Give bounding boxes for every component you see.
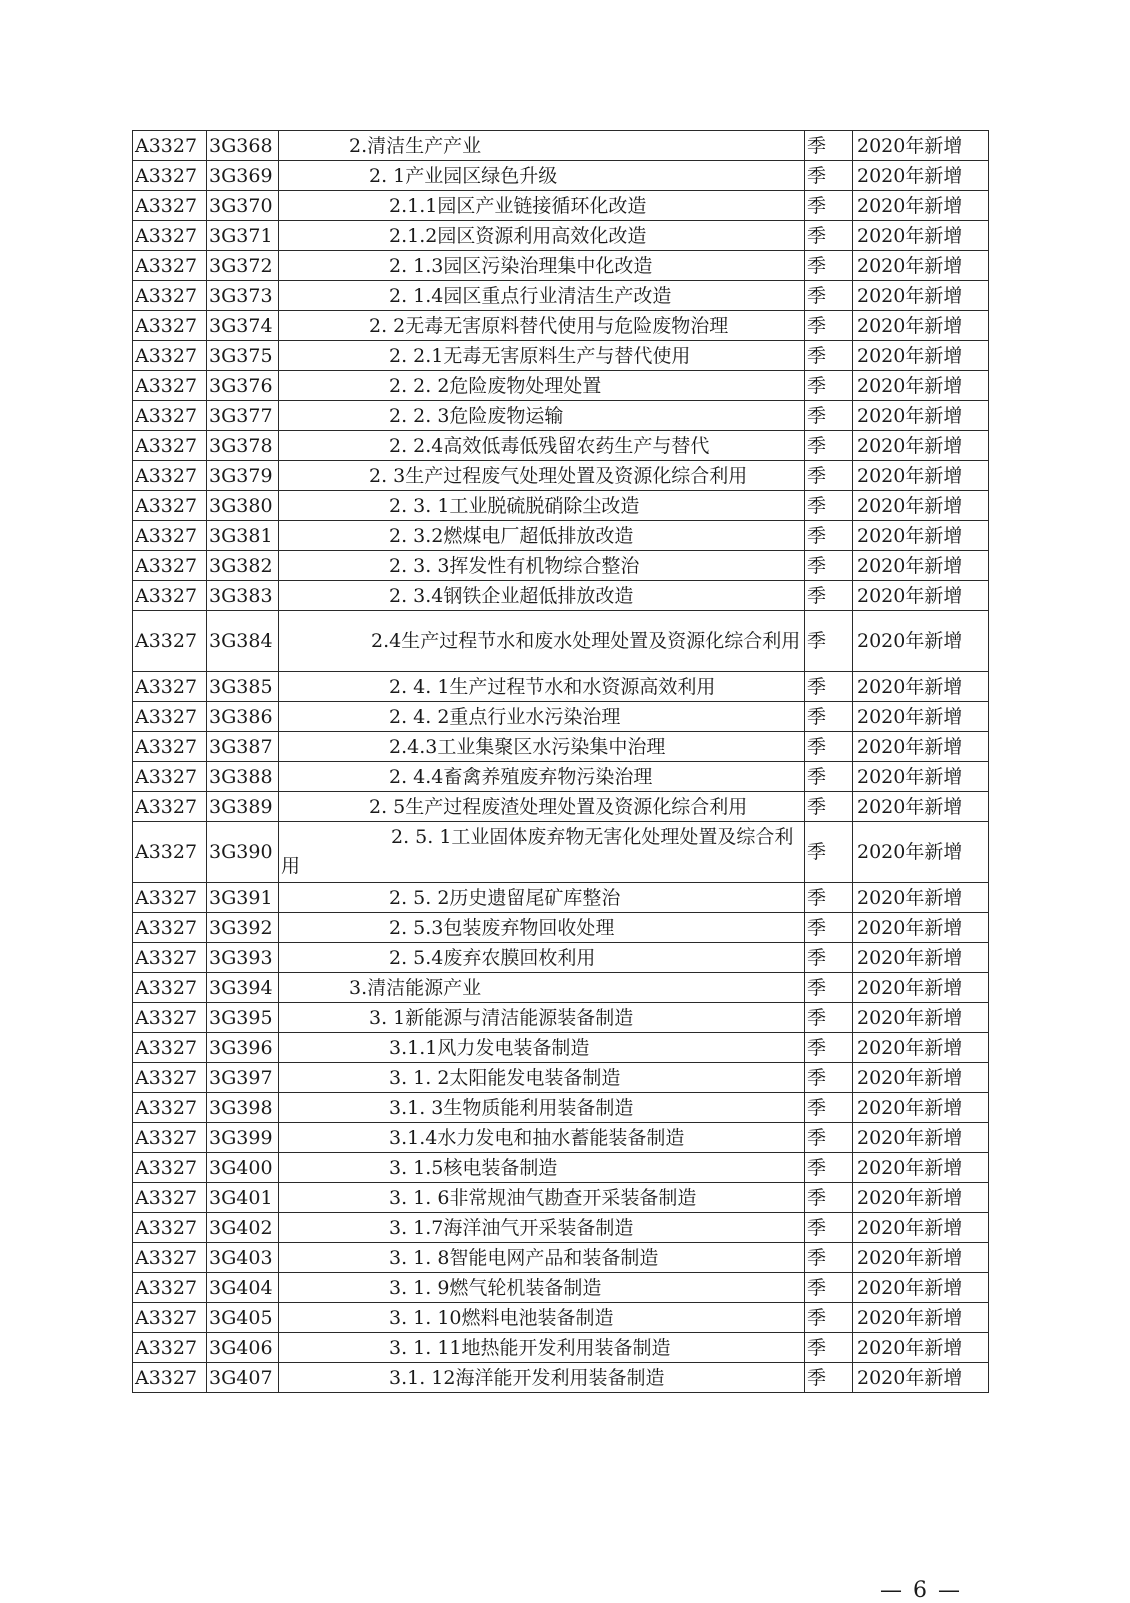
- table-frequency-cell: 季: [805, 822, 853, 883]
- table-code-cell: A3327: [133, 1093, 207, 1123]
- table-code-cell: A3327: [133, 1273, 207, 1303]
- table-frequency-cell: 季: [805, 221, 853, 251]
- table-note-cell: 2020年新增: [853, 551, 989, 581]
- table-code-cell: A3327: [133, 581, 207, 611]
- table-name-cell: 2. 1.4园区重点行业清洁生产改造: [279, 281, 805, 311]
- table-row: [133, 913, 989, 943]
- table-id-cell: 3G395: [207, 1003, 279, 1033]
- table-note-cell: 2020年新增: [853, 311, 989, 341]
- table-note-cell: 2020年新增: [853, 1213, 989, 1243]
- table-code-cell: A3327: [133, 883, 207, 913]
- table-row: [133, 401, 989, 431]
- table-name-text: 2. 5. 1工业固体废弃物无害化处理处置及综合利用: [281, 826, 794, 877]
- table-row: [133, 1183, 989, 1213]
- table-code-cell: A3327: [133, 732, 207, 762]
- table-name-cell: 3. 1.5核电装备制造: [279, 1153, 805, 1183]
- table-frequency-cell: 季: [805, 973, 853, 1003]
- table-row: [133, 822, 989, 883]
- table-code-cell: A3327: [133, 1243, 207, 1273]
- table-name-cell: 2. 5.4废弃农膜回枚利用: [279, 943, 805, 973]
- table-id-cell: 3G399: [207, 1123, 279, 1153]
- table-note-cell: 2020年新增: [853, 1003, 989, 1033]
- table-code-cell: A3327: [133, 131, 207, 161]
- table-frequency-cell: 季: [805, 913, 853, 943]
- table-name-cell: 2.清洁生产产业: [279, 131, 805, 161]
- table-row: [133, 702, 989, 732]
- table-id-cell: 3G400: [207, 1153, 279, 1183]
- table-id-cell: 3G369: [207, 161, 279, 191]
- table-frequency-cell: 季: [805, 1303, 853, 1333]
- table-code-cell: A3327: [133, 431, 207, 461]
- table-id-cell: 3G381: [207, 521, 279, 551]
- table-note-cell: 2020年新增: [853, 1333, 989, 1363]
- table-name-cell: 3.1.4水力发电和抽水蓄能装备制造: [279, 1123, 805, 1153]
- table-note-cell: 2020年新增: [853, 491, 989, 521]
- table-row: [133, 1213, 989, 1243]
- table-note-cell: 2020年新增: [853, 581, 989, 611]
- table-frequency-cell: 季: [805, 943, 853, 973]
- table-row: [133, 1243, 989, 1273]
- table-code-cell: A3327: [133, 1033, 207, 1063]
- table-name-cell: 3. 1新能源与清洁能源装备制造: [279, 1003, 805, 1033]
- table-name-cell: 3. 1. 8智能电网产品和装备制造: [279, 1243, 805, 1273]
- table-name-cell: 3.清洁能源产业: [279, 973, 805, 1003]
- table-note-cell: 2020年新增: [853, 281, 989, 311]
- table-name-cell: 2. 2无毒无害原料替代使用与危险废物治理: [279, 311, 805, 341]
- table-code-cell: A3327: [133, 1333, 207, 1363]
- table-name-cell: 2. 4.4畜禽养殖废弃物污染治理: [279, 762, 805, 792]
- table-id-cell: 3G385: [207, 672, 279, 702]
- table-code-cell: A3327: [133, 973, 207, 1003]
- table-code-cell: A3327: [133, 1213, 207, 1243]
- table-row: [133, 1153, 989, 1183]
- table-frequency-cell: 季: [805, 792, 853, 822]
- table-note-cell: 2020年新增: [853, 431, 989, 461]
- table-note-cell: 2020年新增: [853, 792, 989, 822]
- table-frequency-cell: 季: [805, 732, 853, 762]
- table-code-cell: A3327: [133, 551, 207, 581]
- table-note-cell: 2020年新增: [853, 1243, 989, 1273]
- table-code-cell: A3327: [133, 281, 207, 311]
- table-code-cell: A3327: [133, 191, 207, 221]
- table-row: [133, 1363, 989, 1393]
- table-code-cell: A3327: [133, 491, 207, 521]
- table-frequency-cell: 季: [805, 1273, 853, 1303]
- table-name-cell: 3.1. 12海洋能开发利用装备制造: [279, 1363, 805, 1393]
- table-frequency-cell: 季: [805, 131, 853, 161]
- table-code-cell: A3327: [133, 401, 207, 431]
- table-note-cell: 2020年新增: [853, 1123, 989, 1153]
- table-name-cell: 2.1.1园区产业链接循环化改造: [279, 191, 805, 221]
- table-id-cell: 3G374: [207, 311, 279, 341]
- table-name-cell: 2.1.2园区资源利用高效化改造: [279, 221, 805, 251]
- table-frequency-cell: 季: [805, 341, 853, 371]
- table-note-cell: 2020年新增: [853, 611, 989, 672]
- table-frequency-cell: 季: [805, 1333, 853, 1363]
- table-id-cell: 3G375: [207, 341, 279, 371]
- table-frequency-cell: 季: [805, 521, 853, 551]
- table-id-cell: 3G391: [207, 883, 279, 913]
- table-row: [133, 431, 989, 461]
- table-id-cell: 3G387: [207, 732, 279, 762]
- table-frequency-cell: 季: [805, 251, 853, 281]
- table-note-cell: 2020年新增: [853, 191, 989, 221]
- table-code-cell: A3327: [133, 792, 207, 822]
- table-frequency-cell: 季: [805, 191, 853, 221]
- table-id-cell: 3G376: [207, 371, 279, 401]
- table-row: [133, 1333, 989, 1363]
- table-id-cell: 3G394: [207, 973, 279, 1003]
- table-name-cell: [279, 611, 805, 672]
- table-id-cell: 3G370: [207, 191, 279, 221]
- table-code-cell: A3327: [133, 521, 207, 551]
- table-id-cell: 3G398: [207, 1093, 279, 1123]
- table-frequency-cell: 季: [805, 1063, 853, 1093]
- table-id-cell: 3G379: [207, 461, 279, 491]
- table-id-cell: 3G402: [207, 1213, 279, 1243]
- table-frequency-cell: 季: [805, 311, 853, 341]
- table-note-cell: 2020年新增: [853, 221, 989, 251]
- table-frequency-cell: 季: [805, 401, 853, 431]
- table-name-cell: 3. 1.7海洋油气开采装备制造: [279, 1213, 805, 1243]
- table-note-cell: 2020年新增: [853, 1273, 989, 1303]
- table-name-cell: 2. 3. 1工业脱硫脱硝除尘改造: [279, 491, 805, 521]
- table-row: [133, 251, 989, 281]
- table-note-cell: 2020年新增: [853, 341, 989, 371]
- table-id-cell: 3G384: [207, 611, 279, 672]
- table-id-cell: 3G368: [207, 131, 279, 161]
- table-note-cell: 2020年新增: [853, 1093, 989, 1123]
- table-code-cell: A3327: [133, 311, 207, 341]
- table-row: [133, 221, 989, 251]
- table-name-cell: 2. 5. 2历史遗留尾矿库整治: [279, 883, 805, 913]
- table-frequency-cell: 季: [805, 581, 853, 611]
- table-row: [133, 371, 989, 401]
- table-name-cell: 2. 5.3包装废弃物回收处理: [279, 913, 805, 943]
- table-name-cell: 2. 1.3园区污染治理集中化改造: [279, 251, 805, 281]
- table-name-cell: 2. 2. 3危险废物运输: [279, 401, 805, 431]
- table-frequency-cell: 季: [805, 1153, 853, 1183]
- table-code-cell: A3327: [133, 702, 207, 732]
- table-id-cell: 3G392: [207, 913, 279, 943]
- table-name-cell: 2. 2. 2危险废物处理处置: [279, 371, 805, 401]
- table-row: [133, 792, 989, 822]
- table-name-cell: 2. 1产业园区绿色升级: [279, 161, 805, 191]
- table-note-cell: 2020年新增: [853, 913, 989, 943]
- table-frequency-cell: 季: [805, 1213, 853, 1243]
- table-name-cell: 2. 3生产过程废气处理处置及资源化综合利用: [279, 461, 805, 491]
- table-body: [133, 131, 989, 1393]
- table-id-cell: 3G389: [207, 792, 279, 822]
- table-code-cell: A3327: [133, 461, 207, 491]
- table-note-cell: 2020年新增: [853, 1063, 989, 1093]
- table-row: [133, 1273, 989, 1303]
- table-id-cell: 3G382: [207, 551, 279, 581]
- page-number: — 6 —: [880, 1578, 962, 1603]
- table-frequency-cell: 季: [805, 461, 853, 491]
- table-frequency-cell: 季: [805, 551, 853, 581]
- table-note-cell: 2020年新增: [853, 732, 989, 762]
- table-code-cell: A3327: [133, 672, 207, 702]
- table-code-cell: A3327: [133, 943, 207, 973]
- table-row: [133, 131, 989, 161]
- table-note-cell: 2020年新增: [853, 1183, 989, 1213]
- table-code-cell: A3327: [133, 1363, 207, 1393]
- table-frequency-cell: 季: [805, 1363, 853, 1393]
- table-id-cell: 3G403: [207, 1243, 279, 1273]
- table-row: [133, 191, 989, 221]
- table-note-cell: 2020年新增: [853, 251, 989, 281]
- table-note-cell: 2020年新增: [853, 401, 989, 431]
- table-note-cell: 2020年新增: [853, 702, 989, 732]
- table-frequency-cell: 季: [805, 281, 853, 311]
- table-id-cell: 3G372: [207, 251, 279, 281]
- table-name-cell: 2. 3.2燃煤电厂超低排放改造: [279, 521, 805, 551]
- table-note-cell: 2020年新增: [853, 131, 989, 161]
- table-note-cell: 2020年新增: [853, 762, 989, 792]
- table-row: [133, 281, 989, 311]
- table-row: [133, 762, 989, 792]
- table-frequency-cell: 季: [805, 1183, 853, 1213]
- table-name-cell: 2. 4. 2重点行业水污染治理: [279, 702, 805, 732]
- table-row: [133, 581, 989, 611]
- table-id-cell: 3G407: [207, 1363, 279, 1393]
- table-row: [133, 943, 989, 973]
- table-id-cell: 3G388: [207, 762, 279, 792]
- table-frequency-cell: 季: [805, 1033, 853, 1063]
- table-id-cell: 3G383: [207, 581, 279, 611]
- table-row: [133, 1063, 989, 1093]
- table-note-cell: 2020年新增: [853, 371, 989, 401]
- table-name-cell: 2. 5生产过程废渣处理处置及资源化综合利用: [279, 792, 805, 822]
- table-frequency-cell: 季: [805, 1243, 853, 1273]
- table-frequency-cell: 季: [805, 1003, 853, 1033]
- table-row: [133, 341, 989, 371]
- table-id-cell: 3G397: [207, 1063, 279, 1093]
- table-frequency-cell: 季: [805, 1093, 853, 1123]
- table-row: [133, 732, 989, 762]
- table-row: [133, 611, 989, 672]
- table-id-cell: 3G386: [207, 702, 279, 732]
- table-id-cell: 3G404: [207, 1273, 279, 1303]
- table-code-cell: A3327: [133, 251, 207, 281]
- table-note-cell: 2020年新增: [853, 672, 989, 702]
- table-id-cell: 3G405: [207, 1303, 279, 1333]
- table-id-cell: 3G390: [207, 822, 279, 883]
- table-code-cell: A3327: [133, 1003, 207, 1033]
- table-id-cell: 3G371: [207, 221, 279, 251]
- table-note-cell: 2020年新增: [853, 521, 989, 551]
- table-row: [133, 973, 989, 1003]
- table-row: [133, 883, 989, 913]
- table-code-cell: A3327: [133, 221, 207, 251]
- table-frequency-cell: 季: [805, 161, 853, 191]
- table-frequency-cell: 季: [805, 431, 853, 461]
- table-name-cell: 2. 3. 3挥发性有机物综合整治: [279, 551, 805, 581]
- table-code-cell: A3327: [133, 913, 207, 943]
- table-name-cell: 2. 2.1无毒无害原料生产与替代使用: [279, 341, 805, 371]
- table-row: [133, 161, 989, 191]
- table-code-cell: A3327: [133, 1183, 207, 1213]
- table-frequency-cell: 季: [805, 1123, 853, 1153]
- table-note-cell: 2020年新增: [853, 461, 989, 491]
- table-note-cell: 2020年新增: [853, 161, 989, 191]
- table-frequency-cell: 季: [805, 702, 853, 732]
- table-code-cell: A3327: [133, 762, 207, 792]
- table-name-cell: 2. 4. 1生产过程节水和水资源高效利用: [279, 672, 805, 702]
- table-frequency-cell: 季: [805, 762, 853, 792]
- table-frequency-cell: 季: [805, 371, 853, 401]
- table-frequency-cell: 季: [805, 672, 853, 702]
- table-frequency-cell: 季: [805, 491, 853, 521]
- table-note-cell: 2020年新增: [853, 1033, 989, 1063]
- table-code-cell: A3327: [133, 1153, 207, 1183]
- table-id-cell: 3G401: [207, 1183, 279, 1213]
- table-note-cell: 2020年新增: [853, 1363, 989, 1393]
- table-name-text: 2.4生产过程节水和废水处理处置及资源化综合利用: [371, 629, 801, 652]
- table-row: [133, 1123, 989, 1153]
- table-name-cell: 2.4.3工业集聚区水污染集中治理: [279, 732, 805, 762]
- table-row: [133, 491, 989, 521]
- table-id-cell: 3G396: [207, 1033, 279, 1063]
- table-note-cell: 2020年新增: [853, 943, 989, 973]
- table-name-cell: 3. 1. 6非常规油气勘查开采装备制造: [279, 1183, 805, 1213]
- table-frequency-cell: 季: [805, 883, 853, 913]
- table-row: [133, 1093, 989, 1123]
- table-row: [133, 311, 989, 341]
- table-name-cell: 3. 1. 2太阳能发电装备制造: [279, 1063, 805, 1093]
- table-row: [133, 521, 989, 551]
- table-note-cell: 2020年新增: [853, 883, 989, 913]
- table-code-cell: A3327: [133, 822, 207, 883]
- table-name-cell: [279, 822, 805, 883]
- table-code-cell: A3327: [133, 1123, 207, 1153]
- table-code-cell: A3327: [133, 1063, 207, 1093]
- table-row: [133, 672, 989, 702]
- table-code-cell: A3327: [133, 161, 207, 191]
- table-id-cell: 3G377: [207, 401, 279, 431]
- table-row: [133, 1303, 989, 1333]
- table-name-cell: 2. 3.4钢铁企业超低排放改造: [279, 581, 805, 611]
- table-code-cell: A3327: [133, 611, 207, 672]
- table-frequency-cell: 季: [805, 611, 853, 672]
- table-name-cell: 3. 1. 9燃气轮机装备制造: [279, 1273, 805, 1303]
- table-id-cell: 3G406: [207, 1333, 279, 1363]
- table-row: [133, 461, 989, 491]
- table-note-cell: 2020年新增: [853, 1153, 989, 1183]
- table-id-cell: 3G373: [207, 281, 279, 311]
- table-name-cell: 3.1. 3生物质能利用装备制造: [279, 1093, 805, 1123]
- table-code-cell: A3327: [133, 1303, 207, 1333]
- table-id-cell: 3G380: [207, 491, 279, 521]
- table-note-cell: 2020年新增: [853, 973, 989, 1003]
- table-code-cell: A3327: [133, 341, 207, 371]
- table-name-cell: 3. 1. 10燃料电池装备制造: [279, 1303, 805, 1333]
- table-note-cell: 2020年新增: [853, 822, 989, 883]
- table-code-cell: A3327: [133, 371, 207, 401]
- statistics-table: [132, 130, 989, 1393]
- table-id-cell: 3G393: [207, 943, 279, 973]
- table-name-cell: 2. 2.4高效低毒低残留农药生产与替代: [279, 431, 805, 461]
- table-id-cell: 3G378: [207, 431, 279, 461]
- table-row: [133, 551, 989, 581]
- table-note-cell: 2020年新增: [853, 1303, 989, 1333]
- table-name-cell: 3. 1. 11地热能开发利用装备制造: [279, 1333, 805, 1363]
- table-name-cell: 3.1.1风力发电装备制造: [279, 1033, 805, 1063]
- table-row: [133, 1003, 989, 1033]
- table-row: [133, 1033, 989, 1063]
